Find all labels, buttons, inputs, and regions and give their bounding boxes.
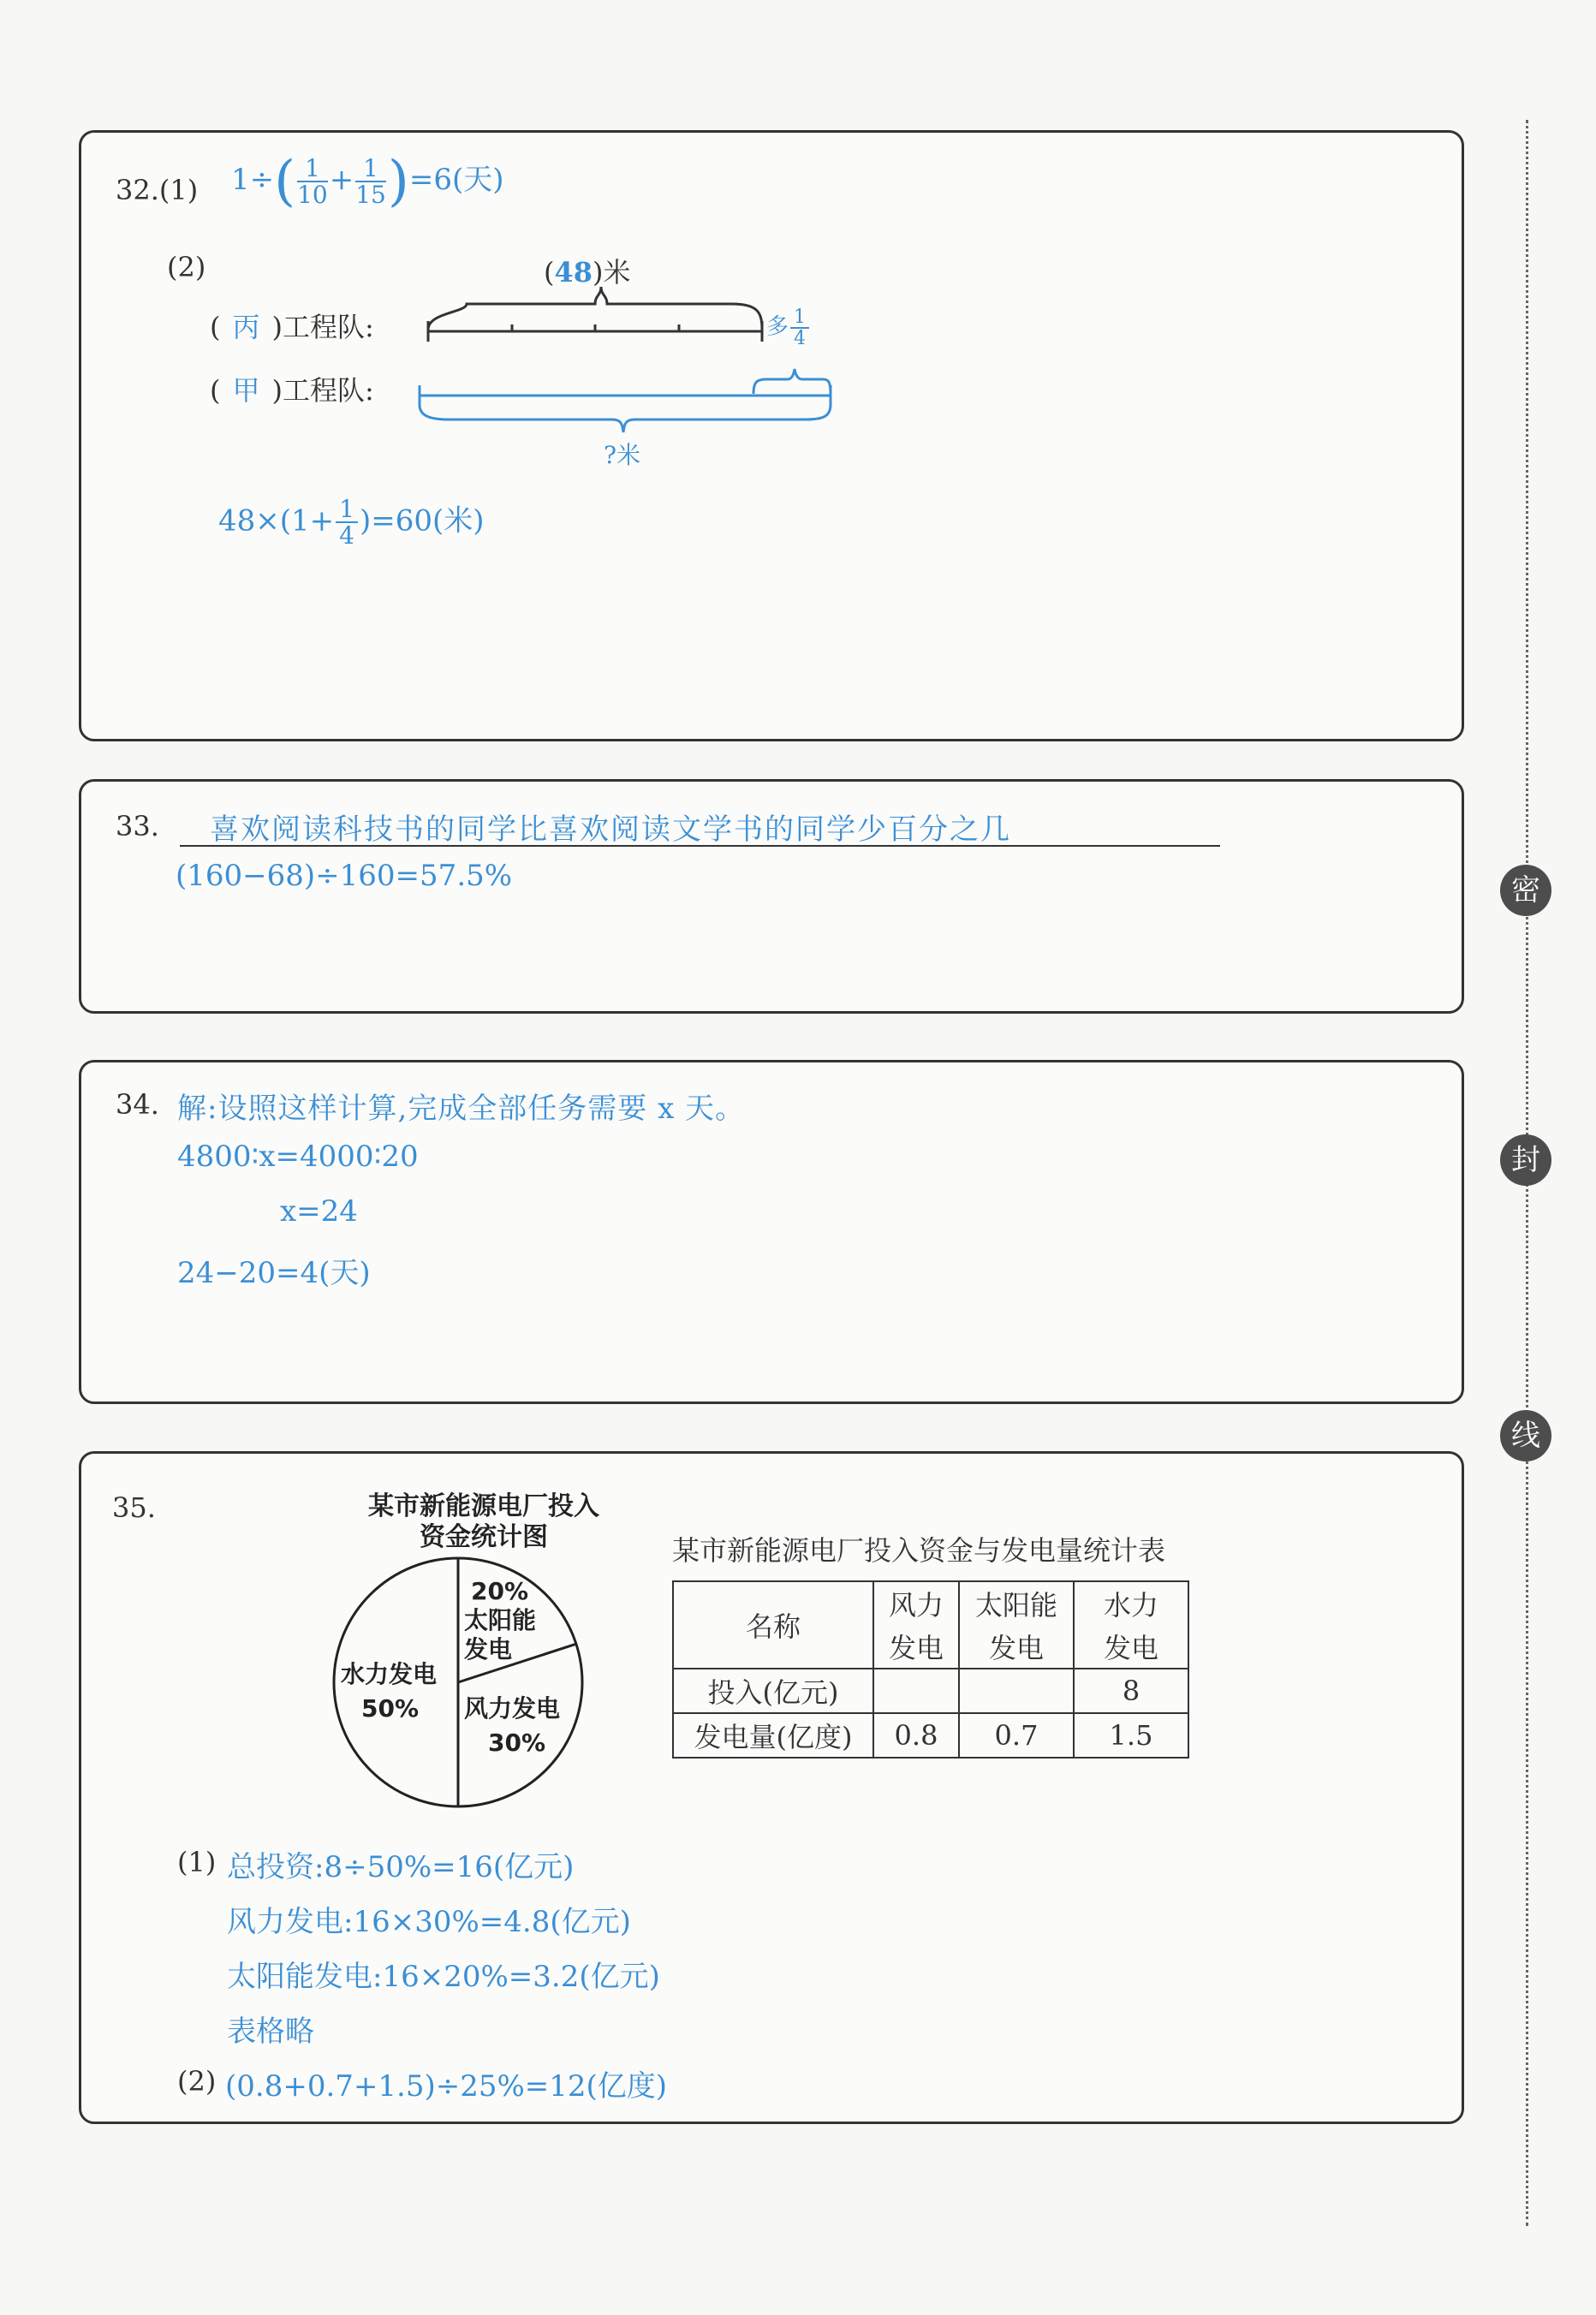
answer-line-2: 4800∶x=4000∶20: [177, 1140, 419, 1174]
pie-label-wind-pct: 30%: [488, 1729, 546, 1757]
statistics-table: [672, 1580, 1189, 1759]
top-length-label: (48)米: [544, 256, 631, 289]
part2-calculation: 48×(1+ $\frac{1}{4}$ )=60(米): [218, 495, 485, 550]
ans1-line-4: 表格略: [227, 2014, 314, 2049]
table-header-col-1a: 风力: [873, 1581, 959, 1625]
seal-feng: 封: [1500, 1134, 1551, 1186]
ans2-label: (2): [177, 2065, 217, 2098]
bottom-length-label: ?米: [604, 441, 641, 469]
pie-label-solar-name-1: 太阳能: [464, 1606, 537, 1634]
line-segment-diagram: [81, 133, 1462, 739]
pie-label-solar-name-2: 发电: [464, 1635, 513, 1663]
answer-box-33: [79, 779, 1464, 1014]
answer-box-32: [79, 130, 1464, 741]
answer-line-3: x=24: [280, 1194, 358, 1229]
pie-label-water-pct: 50%: [361, 1694, 420, 1723]
table-row-label: 发电量(亿度): [673, 1713, 873, 1758]
answer-box-34: [79, 1060, 1464, 1404]
table-cell: 8: [1074, 1669, 1188, 1713]
table-header-col-3a: 水力: [1074, 1581, 1188, 1625]
pie-label-water-name: 水力发电: [341, 1660, 438, 1688]
underline: [180, 845, 1220, 847]
question-number: 32.(1): [116, 174, 199, 206]
ans1-label: (1): [177, 1846, 217, 1878]
question-number: 34.: [116, 1088, 159, 1121]
answer-box-35: [79, 1451, 1464, 2124]
table-cell: [873, 1669, 959, 1713]
ans1-line-3: 太阳能发电:16×20%=3.2(亿元): [227, 1960, 660, 1994]
seal-xian: 线: [1500, 1410, 1551, 1461]
pie-label-solar-pct: 20%: [471, 1577, 529, 1605]
question-number: 33.: [116, 810, 159, 842]
question-text: 喜欢阅读科技书的同学比喜欢阅读文学书的同学少百分之几: [210, 812, 1011, 847]
table-header-name: 名称: [673, 1581, 873, 1669]
answer-line-1: 解:设照这样计算,完成全部任务需要 x 天。: [177, 1092, 746, 1126]
table-cell: 1.5: [1074, 1713, 1188, 1758]
pie-chart: [325, 1550, 591, 1815]
pie-title-line-2: 资金统计图: [420, 1522, 548, 1552]
table-header-col-2b: 发电: [959, 1625, 1074, 1669]
table-cell: 0.8: [873, 1713, 959, 1758]
ans2-line: (0.8+0.7+1.5)÷25%=12(亿度): [225, 2069, 668, 2104]
table-row-label: 投入(亿元): [673, 1669, 873, 1713]
table-header-col-3b: 发电: [1074, 1625, 1188, 1669]
table-cell: [959, 1669, 1074, 1713]
ans1-line-2: 风力发电:16×30%=4.8(亿元): [227, 1905, 631, 1939]
row2-label: ( 甲 )工程队:: [210, 374, 374, 407]
ans1-line-1: 总投资:8÷50%=16(亿元): [227, 1850, 575, 1884]
answer-line-4: 24−20=4(天): [177, 1256, 371, 1290]
answer-calculation: (160−68)÷160=57.5%: [176, 859, 513, 893]
table-header-col-2a: 太阳能: [959, 1581, 1074, 1625]
pie-title-line-1: 某市新能源电厂投入: [368, 1491, 599, 1521]
extra-fraction-label: 多 $\frac{1}{4}$: [766, 307, 811, 348]
part1-answer: 1÷( $\frac{1}{10}$ + $\frac{1}{15}$ )=6(天): [231, 150, 504, 213]
row1-label: ( 丙 )工程队:: [210, 311, 374, 343]
seal-mi: 密: [1500, 865, 1551, 916]
table-cell: 0.7: [959, 1713, 1074, 1758]
table-header-col-1b: 发电: [873, 1625, 959, 1669]
table-title: 某市新能源电厂投入资金与发电量统计表: [672, 1534, 1166, 1567]
question-number: 35.: [112, 1491, 156, 1524]
part2-label: (2): [167, 251, 206, 283]
pie-label-wind-name: 风力发电: [464, 1694, 561, 1723]
